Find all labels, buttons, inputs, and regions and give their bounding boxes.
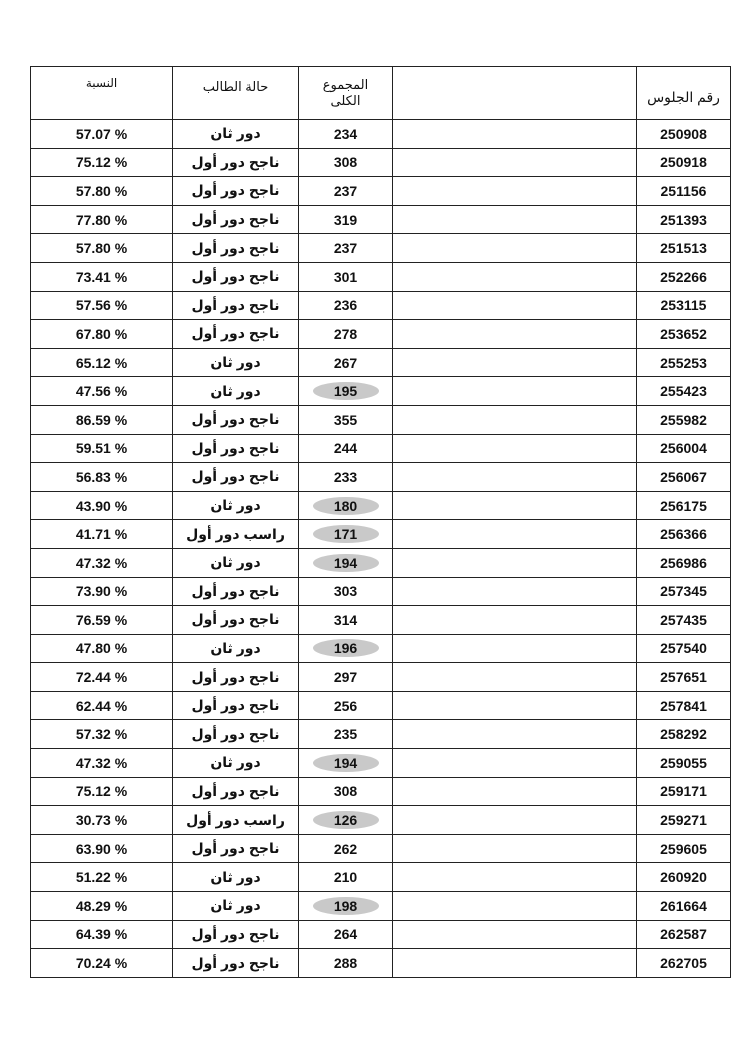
total-value: 288 [333,955,358,972]
status-cell: ناجح دور أول [173,320,299,349]
seat-number-cell: 259171 [637,777,731,806]
percentage-cell: 64.39 % [31,920,173,949]
total-cell [299,491,393,520]
seat-number-cell: 256004 [637,434,731,463]
status-cell: ناجح دور أول [173,205,299,234]
total-cell [299,405,393,434]
total-cell [299,634,393,663]
percentage-cell: 77.80 % [31,205,173,234]
seat-number-cell: 257345 [637,577,731,606]
percentage-cell: 75.12 % [31,777,173,806]
total-value: 180 [313,497,379,515]
table-row [31,863,731,892]
blank-cell [393,691,637,720]
total-value: 303 [333,583,358,600]
table-row [31,749,731,778]
status-cell: راسب دور أول [173,806,299,835]
blank-cell [393,205,637,234]
total-value: 237 [333,240,358,257]
percentage-cell: 41.71 % [31,520,173,549]
seat-number-cell: 259055 [637,749,731,778]
total-cell [299,834,393,863]
seat-number-cell: 257651 [637,663,731,692]
total-value: 234 [333,125,358,142]
blank-cell [393,320,637,349]
total-value: 196 [313,639,379,657]
status-cell: ناجح دور أول [173,663,299,692]
seat-number-cell: 251393 [637,205,731,234]
percentage-cell: 57.56 % [31,291,173,320]
percentage-cell: 57.80 % [31,234,173,263]
table-row [31,320,731,349]
seat-number-cell: 255423 [637,377,731,406]
blank-cell [393,892,637,921]
seat-number-cell: 257540 [637,634,731,663]
total-cell [299,234,393,263]
blank-cell [393,920,637,949]
seat-number-cell: 258292 [637,720,731,749]
percentage-cell: 86.59 % [31,405,173,434]
total-cell [299,120,393,149]
seat-number-cell: 256366 [637,520,731,549]
percentage-cell: 73.41 % [31,262,173,291]
percentage-cell: 47.32 % [31,749,173,778]
seat-number-cell: 257841 [637,691,731,720]
percentage-cell: 57.07 % [31,120,173,149]
total-value: 233 [333,468,358,485]
percentage-cell: 47.80 % [31,634,173,663]
percentage-cell: 59.51 % [31,434,173,463]
percentage-cell: 67.80 % [31,320,173,349]
seat-number-cell: 256986 [637,548,731,577]
blank-cell [393,720,637,749]
total-cell [299,663,393,692]
status-cell: دور ثان [173,491,299,520]
status-cell: ناجح دور أول [173,405,299,434]
table-row [31,720,731,749]
total-value: 297 [333,669,358,686]
total-value: 262 [333,840,358,857]
seat-number-cell: 251513 [637,234,731,263]
seat-number-cell: 259271 [637,806,731,835]
seat-number-cell: 251156 [637,177,731,206]
blank-cell [393,749,637,778]
table-row [31,806,731,835]
percentage-cell: 47.56 % [31,377,173,406]
total-value: 308 [333,783,358,800]
total-value: 278 [333,325,358,342]
status-cell: ناجح دور أول [173,949,299,978]
seat-number-cell: 256175 [637,491,731,520]
percentage-cell: 51.22 % [31,863,173,892]
status-cell: ناجح دور أول [173,262,299,291]
percentage-cell: 73.90 % [31,577,173,606]
status-cell: ناجح دور أول [173,777,299,806]
results-table-header [31,67,731,120]
blank-cell [393,491,637,520]
table-row [31,120,731,149]
seat-number-cell: 252266 [637,262,731,291]
total-cell [299,949,393,978]
total-value: 198 [313,897,379,915]
percentage-header [31,67,173,120]
seat-number-header-label: رقم الجلوس [647,89,720,105]
table-row [31,548,731,577]
seat-number-cell: 256067 [637,463,731,492]
percentage-cell: 48.29 % [31,892,173,921]
table-row [31,663,731,692]
total-value: 210 [333,869,358,886]
total-value: 194 [313,554,379,572]
seat-number-cell: 261664 [637,892,731,921]
total-value: 308 [333,154,358,171]
blank-cell [393,520,637,549]
status-cell: ناجح دور أول [173,148,299,177]
total-cell [299,177,393,206]
seat-number-cell: 253652 [637,320,731,349]
status-cell: ناجح دور أول [173,577,299,606]
status-cell: ناجح دور أول [173,606,299,635]
total-value: 301 [333,268,358,285]
seat-number-cell: 250908 [637,120,731,149]
status-cell: دور ثان [173,348,299,377]
percentage-cell: 72.44 % [31,663,173,692]
table-row [31,691,731,720]
seat-number-cell: 255982 [637,405,731,434]
seat-number-cell: 257435 [637,606,731,635]
table-row [31,205,731,234]
total-value: 319 [333,211,358,228]
blank-cell [393,834,637,863]
table-row [31,834,731,863]
table-row [31,434,731,463]
seat-number-cell: 262705 [637,949,731,978]
status-cell: ناجح دور أول [173,720,299,749]
blank-cell [393,377,637,406]
blank-cell [393,120,637,149]
table-row [31,577,731,606]
total-cell [299,463,393,492]
table-row [31,892,731,921]
total-value: 235 [333,726,358,743]
total-value: 194 [313,754,379,772]
total-value: 267 [333,354,358,371]
percentage-cell: 57.80 % [31,177,173,206]
blank-cell [393,949,637,978]
blank-cell [393,777,637,806]
table-row [31,491,731,520]
blank-cell [393,806,637,835]
status-cell: دور ثان [173,892,299,921]
status-cell: ناجح دور أول [173,920,299,949]
total-value: 355 [333,411,358,428]
seat-number-cell: 255253 [637,348,731,377]
results-table [30,66,731,978]
status-cell: ناجح دور أول [173,834,299,863]
total-cell [299,863,393,892]
percentage-cell: 56.83 % [31,463,173,492]
percentage-cell: 65.12 % [31,348,173,377]
total-cell [299,377,393,406]
status-cell: ناجح دور أول [173,177,299,206]
total-value: 244 [333,440,358,457]
status-cell: دور ثان [173,548,299,577]
total-cell [299,148,393,177]
blank-cell [393,291,637,320]
total-cell [299,606,393,635]
blank-cell [393,577,637,606]
status-header-label: حالة الطالب [202,79,269,94]
total-value: 236 [333,297,358,314]
percentage-cell: 62.44 % [31,691,173,720]
percentage-cell: 57.32 % [31,720,173,749]
results-table-body [31,120,731,978]
total-cell [299,720,393,749]
total-value: 126 [313,811,379,829]
status-cell: دور ثان [173,634,299,663]
table-row [31,405,731,434]
blank-cell [393,463,637,492]
table-row [31,634,731,663]
total-cell [299,920,393,949]
table-row [31,920,731,949]
total-cell [299,291,393,320]
total-cell [299,806,393,835]
table-row [31,520,731,549]
total-value: 314 [333,611,358,628]
percentage-cell: 70.24 % [31,949,173,978]
status-cell: ناجح دور أول [173,691,299,720]
total-value: 195 [313,382,379,400]
table-row [31,777,731,806]
total-cell [299,434,393,463]
blank-cell [393,348,637,377]
total-value: 256 [333,697,358,714]
seat-number-cell: 250918 [637,148,731,177]
total-cell [299,749,393,778]
blank-cell [393,405,637,434]
status-cell: ناجح دور أول [173,234,299,263]
status-cell: ناجح دور أول [173,291,299,320]
seat-number-cell: 260920 [637,863,731,892]
total-header-label: المجموع الكلى [322,77,369,108]
table-row [31,291,731,320]
blank-cell [393,634,637,663]
status-cell: ناجح دور أول [173,434,299,463]
total-value: 264 [333,926,358,943]
percentage-cell: 63.90 % [31,834,173,863]
total-cell [299,691,393,720]
table-row [31,949,731,978]
blank-cell [393,434,637,463]
status-cell: دور ثان [173,377,299,406]
percentage-cell: 30.73 % [31,806,173,835]
seat-number-header [637,67,731,120]
percentage-cell: 76.59 % [31,606,173,635]
status-cell: دور ثان [173,863,299,892]
table-row [31,148,731,177]
table-row [31,177,731,206]
total-cell [299,205,393,234]
seat-number-cell: 262587 [637,920,731,949]
status-cell: دور ثان [173,120,299,149]
table-row [31,606,731,635]
status-cell: ناجح دور أول [173,463,299,492]
seat-number-cell: 259605 [637,834,731,863]
percentage-cell: 75.12 % [31,148,173,177]
status-header [173,67,299,120]
total-cell [299,548,393,577]
blank-cell [393,606,637,635]
table-row [31,463,731,492]
total-value: 237 [333,182,358,199]
blank-header [393,67,637,120]
blank-cell [393,148,637,177]
status-cell: دور ثان [173,749,299,778]
total-cell [299,262,393,291]
table-row [31,234,731,263]
percentage-cell: 47.32 % [31,548,173,577]
total-cell [299,577,393,606]
blank-cell [393,548,637,577]
total-cell [299,520,393,549]
blank-cell [393,863,637,892]
blank-cell [393,234,637,263]
total-value: 171 [313,525,379,543]
total-header [299,67,393,120]
status-cell: راسب دور أول [173,520,299,549]
blank-cell [393,663,637,692]
blank-cell [393,262,637,291]
table-row [31,377,731,406]
total-cell [299,892,393,921]
table-row [31,262,731,291]
total-cell [299,320,393,349]
percentage-header-label: النسبة [85,76,118,90]
total-cell [299,348,393,377]
blank-cell [393,177,637,206]
table-row [31,348,731,377]
header-row [31,67,731,120]
total-cell [299,777,393,806]
seat-number-cell: 253115 [637,291,731,320]
percentage-cell: 43.90 % [31,491,173,520]
